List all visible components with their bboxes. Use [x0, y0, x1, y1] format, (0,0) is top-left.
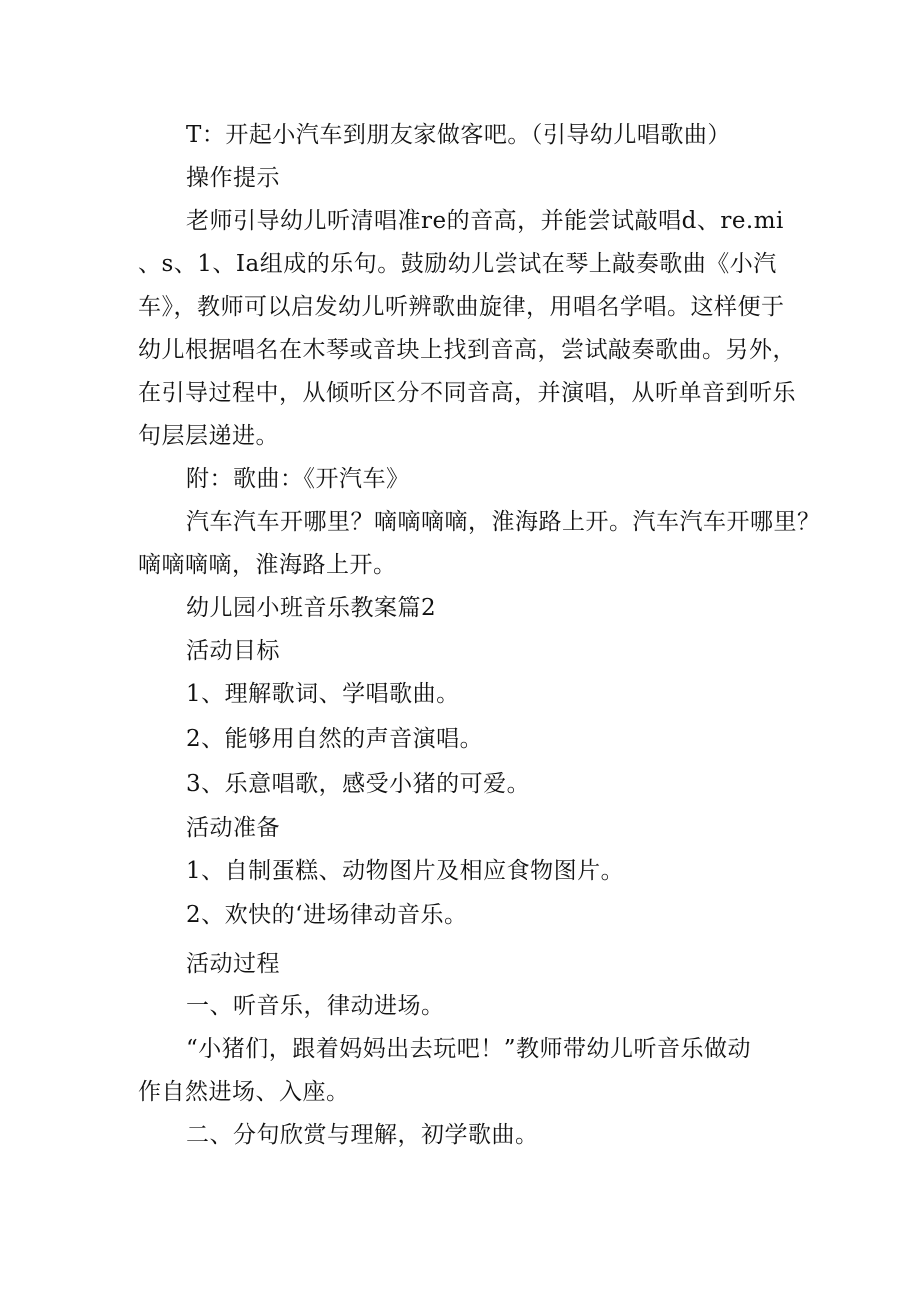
song-title: 附：歌曲：《开汽车》	[186, 466, 410, 492]
paragraph-line: 在引导过程中，从倾听区分不同音高，并演唱，从听单音到听乐	[138, 380, 796, 406]
paragraph-line: 老师引导幼儿听清唱准re的音高，并能尝试敲唱d、re.mi	[186, 208, 784, 234]
process-step: 一、听音乐，律动进场。	[186, 993, 445, 1019]
section-heading-operation-tips: 操作提示	[186, 165, 280, 191]
paragraph-line: 幼儿根据唱名在木琴或音块上找到音高，尝试敲奏歌曲。另外，	[138, 337, 796, 363]
paragraph-line: 作自然进场、入座。	[138, 1079, 350, 1105]
section-heading-preparation: 活动准备	[186, 815, 280, 841]
goal-item: 3、乐意唱歌，感受小猪的可爱。	[186, 771, 531, 797]
process-step: 二、分句欣赏与理解，初学歌曲。	[186, 1122, 539, 1148]
paragraph-line: 、s、1、Ia组成的乐句。鼓励幼儿尝试在琴上敲奏歌曲《小汽	[138, 251, 777, 277]
dialogue-line: T：开起小汽车到朋友家做客吧。（引导幼儿唱歌曲）	[186, 122, 731, 148]
section-heading-goals: 活动目标	[186, 638, 280, 664]
paragraph-line: “小猪们，跟着妈妈出去玩吧！”教师带幼儿听音乐做动	[186, 1036, 752, 1062]
preparation-item: 1、自制蛋糕、动物图片及相应食物图片。	[186, 858, 625, 884]
paragraph-line: 句层层递进。	[138, 423, 279, 449]
section-heading-process: 活动过程	[186, 951, 280, 977]
goal-item: 1、理解歌词、学唱歌曲。	[186, 681, 460, 707]
goal-item: 2、能够用自然的声音演唱。	[186, 726, 484, 752]
lesson-plan-title: 幼儿园小班音乐教案篇2	[186, 595, 437, 621]
song-lyrics-line: 嘀嘀嘀嘀，淮海路上开。	[138, 552, 397, 578]
paragraph-line: 车》，教师可以启发幼儿听辨歌曲旋律，用唱名学唱。这样便于	[138, 294, 785, 320]
song-lyrics-line: 汽车汽车开哪里？嘀嘀嘀嘀，淮海路上开。汽车汽车开哪里？	[186, 509, 821, 535]
preparation-item: 2、欢快的‘进场律动音乐。	[186, 902, 468, 928]
